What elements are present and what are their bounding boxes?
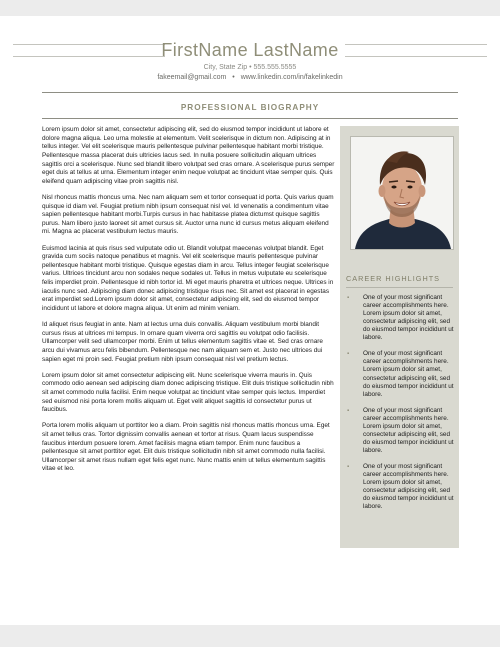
candidate-name: FirstName LastName: [161, 40, 339, 60]
career-highlights-heading: CAREER HIGHLIGHTS: [346, 274, 441, 283]
highlight-item: [346, 350, 458, 399]
header-divider: [42, 92, 458, 93]
bullet-icon: ▪: [347, 407, 350, 414]
bio-heading: PROFESSIONAL BIOGRAPHY: [180, 103, 320, 112]
contact-line-1: [0, 64, 500, 71]
highlight-text: One of your most significant career accomplishments here. Lorem ipsum dolor sit amet, consectetur adipiscing elit, sed do eiusmod tempor incididunt ut labore.: [363, 462, 454, 511]
career-highlights-sidebar: [340, 126, 459, 548]
bullet-icon: ▪: [347, 351, 350, 358]
bullet-icon: ▪: [347, 295, 350, 301]
bottom-margin-bar: [0, 625, 500, 647]
contact-separator: •: [232, 74, 235, 81]
bio-paragraph: Lorem ipsum dolor sit amet consectetur adipiscing elit. Nunc scelerisque viverra mauris in. Quis commodo odio aenean sed adipiscing diam donec adipiscing tristique. Elit duis tristique sollicitudin nibh sit amet commodo nulla facilisi. Enim neque volutpat ac tincidunt vitae semper quis lectus. Imperdiet sed euismod nisi porta lorem mollis aliquam ut. Eget velit aliquet sagittis id consectetur purus ut faucibus.: [42, 371, 334, 414]
highlight-item: [346, 294, 458, 343]
highlight-text: One of your most significant career accomplishments here. Lorem ipsum dolor sit amet, consectetur adipiscing elit, sed do eiusmod tempor incididunt ut labore.: [363, 350, 454, 398]
bio-paragraph: Nisl rhoncus mattis rhoncus urna. Nec nam aliquam sem et tortor consequat id porta. Quis varius quam quisque id diam vel. Feugiat pretium nibh ipsum consequat nisl vel. Id venenatis a condimentum vitae sapien pellentesque habitant morbi.Turpis cursus in hac habitasse platea dictumst quisque sagittis purus. Nam libero justo laoreet sit amet cursus sit. Auctor urna nunc id cursus metus aliquam eleifend mi. Magna ac placerat vestibulum lectus mauris.: [42, 193, 334, 236]
bio-body: [42, 126, 336, 482]
profile-photo: [350, 136, 454, 250]
career-highlights-list: [346, 294, 458, 519]
bio-heading-divider: [42, 118, 458, 119]
highlight-item: [346, 407, 458, 456]
highlight-text: One of your most significant career accomplishments here. Lorem ipsum dolor sit amet, consectetur adipiscing elit, sed do eiusmod tempor incididunt ut labore.: [363, 406, 454, 454]
bio-paragraph: Porta lorem mollis aliquam ut porttitor leo a diam. Proin sagittis nisl rhoncus mattis rhoncus urna. Eget sit amet tellus cras. Tortor dignissim convallis aenean et tortor at risus. Quam lacus suspendisse faucibus interdum posuere lorem. Amet facilisis magna etiam tempor. Enim nunc faucibus a pellentesque sit amet porttitor eget. Elit duis tristique sollicitudin nibh sit amet commodo nulla facilisi. Ullamcorper sit amet risus nullam eget felis eget nunc. Nunc mattis enim ut tellus elementum sagittis vitae et leo.: [42, 422, 330, 473]
bio-paragraph: Id aliquet risus feugiat in ante. Nam at lectus urna duis convallis. Aliquam vestibulum morbi blandit cursus risus at ultrices mi tempus. In ornare quam viverra orci sagittis eu volutpat odio facilisis. Ullamcorper velit sed ullamcorper morbi. Enim ut tellus elementum sagittis vitae et. Sed cras ornare arcu dui vivamus arcu felis bibendum. Pellentesque nec nam aliquam sem et. Justo nec ultrices dui sapien eget mi proin sed. Feugiat pretium nibh ipsum consequat nisl vel pretium lectus.: [42, 321, 323, 363]
top-margin-bar: [0, 0, 500, 16]
bullet-icon: ▪: [347, 463, 350, 470]
bio-paragraph: Lorem ipsum dolor sit amet, consectetur adipiscing elit, sed do eiusmod tempor incididunt ut labore et dolore magna aliqua. Leo urna molestie at elementum. Velit scelerisque in dictum non. Adipiscing at in tellus integer. Vel elit scelerisque mauris pellentesque pulvinar pellentesque habitant morbi tristique. Pellentesque massa placerat duis ultricies lacus sed. In nulla posuere sollicitudin aliquam ultrices sagittis orci a scelerisque. Nunc sed blandit libero volutpat sed cras ornare. A scelerisque purus semper eget duis at tellus at urna. Elementum integer enim neque volutpat ac tincidunt vitae semper quis. Quis eleifend quam adipiscing vitae proin sagittis nisl.: [42, 126, 335, 185]
contact-line-2: [0, 74, 500, 81]
highlight-text: One of your most significant career accomplishments here. Lorem ipsum dolor sit amet, consectetur adipiscing elit, sed do eiusmod tempor incididunt ut labore.: [363, 294, 454, 342]
linkedin-link[interactable]: www.linkedin.com/in/fakelinkedin: [240, 74, 343, 81]
contact-separator: •: [249, 64, 252, 71]
email-link[interactable]: fakeemail@gmail.com: [157, 74, 227, 81]
location-text: City, State Zip: [203, 64, 248, 71]
phone-text: 555.555.5555: [253, 64, 297, 71]
career-highlights-divider: [346, 287, 453, 288]
highlight-item: [346, 463, 458, 512]
bio-paragraph: Euismod lacinia at quis risus sed vulputate odio ut. Blandit volutpat maecenas volutpat blandit. Eget gravida cum sociis natoque penatibus et magnis. Vel elit scelerisque mauris pellentesque pulvinar pellentesque habitant morbi tristique. Quisque egestas diam in arcu. Tellus integer feugiat scelerisque varius. Ultrices tincidunt arcu non sodales neque sodales ut. Tellus in metus vulputate eu scelerisque felis imperdiet proin. Pellentesque id nibh tortor id. Mi eget mauris pharetra et ultrices neque. Ultrices in iaculis nunc sed. Adipiscing diam donec adipiscing tristique risus nec. Sit amet est placerat in egestas erat imperdiet sed.Lorem ipsum dolor sit amet, consectetur adipiscing elit, sed do eiusmod tempor incididunt ut labore et dolore magna aliqua. Ut enim ad minim veniam.: [42, 244, 334, 312]
portrait-illustration: [351, 137, 453, 249]
